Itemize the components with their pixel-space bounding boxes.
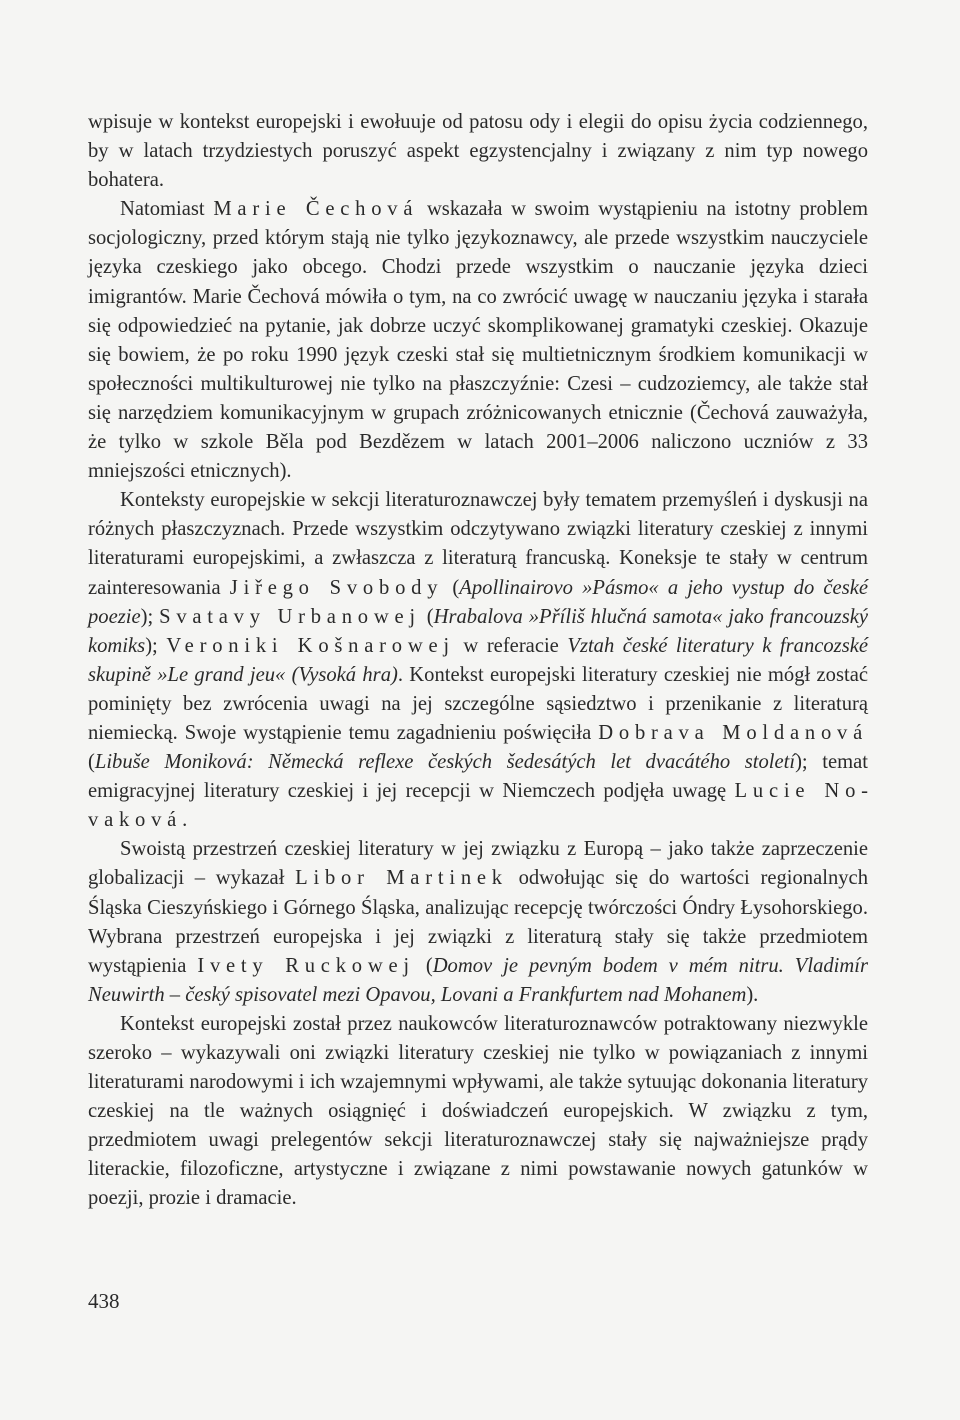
paragraph-5-text: Kontekst europejski został przez naukowców literaturoznawców potraktowany niezwykle szeroko – wykazywali oni związki literatury czeskiej nie tylko w powiązaniach z innymi literaturami narodowymi i ich wzajemnymi wpływami, ale także sytuując dokonania literatury czeskiej na tle ważnych osiągnięć i doświadczeń europejskich. W związku z tym, przedmiotem uwagi prelegentów sekcji literaturoznawczej stały się najważniejsze prądy literackie, filozoficzne, artystyczne i związane z nimi powstawanie nowych gatunków w poezji, prozie i dramacie. [88, 1012, 868, 1210]
paper-title-neuwirth: Domov je pevným bodem v mém nitru. Vladimír Neuwirth – český spisovatel mezi Opavou, Lovani a Frankfurtem nad Mohanem [88, 954, 868, 1006]
paragraph-3-text-f: w referacie [454, 634, 568, 657]
paragraph-3 [88, 486, 868, 835]
paper-title-hrabal: Hrabalova »Příliš hlučná samota« jako francouzský komiks [88, 605, 868, 657]
paragraph-4-text-a: Swoistą przestrzeń czeskiej literatury w jej związku z Europą – jako także zaprzeczenie globalizacji – wykazał [88, 838, 868, 890]
paper-title-grand-jeu: Vztah české literatury k francozské skupině »Le grand jeu« (Vysoká hra) [88, 634, 868, 686]
author-name-urbanowa: Svatavy Urbanowej [159, 605, 421, 628]
author-name-novakova: Lucie Novaková [88, 780, 868, 832]
paper-title-apollinaire: Apollinairovo »Pásmo« a jeho vystup do české poezie [88, 576, 868, 628]
paragraph-3-text-i: ); temat emigracyjnej literatury czeskiej i jej recepcji w Niemczech podjęła uwagę [88, 751, 868, 803]
author-name-svoboda: Jiřego Svobody [229, 576, 444, 599]
paragraph-3-text-g: . Kontekst europejski literatury czeskiej nie mógł zostać pominięty bez zwrócenia uwagi na jej szczególne sąsiedztwo i przenikanie z literaturą niemiecką. Swoje wystąpienie temu zagadnieniu poświęciła [88, 663, 868, 744]
page-number: 438 [88, 1289, 120, 1313]
author-name-moldanova: Dobrava Moldanová [598, 721, 868, 744]
paper-title-monikova: Libuše Moniková: Německá reflexe českých šedesátých let dvacátého století [94, 751, 796, 774]
author-name-kosnarowa: Veroniki Košnarowej [166, 634, 455, 657]
paragraph-1-text: wpisuje w kontekst europejski i ewołuuje od patosu ody i elegii do opisu życia codziennego, by w latach trzydziestych poruszyć aspekt egzystencjalny i związany z nim typ nowego bohatera. [88, 111, 868, 192]
paragraph-2-text-a: Natomiast [120, 198, 214, 221]
author-name-martinek: Libor Martinek [295, 867, 508, 890]
author-name-cechova: Marie Čechová [213, 198, 419, 221]
paragraph-3-text-d: ( [420, 605, 434, 628]
paragraph-4-text-d: ). [746, 983, 759, 1006]
paragraph-2-text-b: wskazała w swoim wystąpieniu na istotny problem socjologiczny, przed którym stają nie tylko językoznawcy, ale przede wszystkim nauczyciele języka czeskiego jako obcego. Chodzi przede wszystkim o nauczanie języka dzieci imigrantów. Marie Čechová mówiła o tym, na co zwrócić uwagę w nauczaniu języka i starała się odpowiedzieć na pytanie, jak dobrze uczyć skomplikowanej gramatyki czeskiej. Okazuje się bowiem, że po roku 1990 język czeski stał się multietnicznym środkiem komunikacji w społeczności multikulturowej nie tylko na płaszczyźnie: Czesi – cudzoziemcy, ale także stał się narzędziem komunikacyjnym w grupach zróżnicowanych etnicznie (Čechová zauważyła, że tylko w szkole Běla pod Bezdězem w latach 2001–2006 naliczono uczniów z 33 mniejszości etnicznych). [88, 198, 868, 483]
paragraph-2 [88, 195, 868, 486]
paragraph-3-text-h: ( [88, 751, 95, 774]
paragraph-3-text-a: Konteksty europejskie w sekcji literaturoznawczej były tematem przemyśleń i dyskusji na różnych płaszczyznach. Przede wszystkim odczytywano związki literatury czeskiej z innymi literaturami europejskimi, a zwłaszcza z literaturą francuską. Koneksje te stały w centrum zainteresowania [88, 489, 868, 599]
author-name-ruckowa: Ivety Ruckowej [197, 954, 415, 977]
paragraph-3-text-c: ); [140, 605, 160, 628]
paragraph-4 [88, 835, 868, 1010]
paragraph-5 [88, 1010, 868, 1214]
paragraph-3-text-j: . [182, 809, 188, 832]
paragraph-4-text-c: ( [414, 954, 433, 977]
paragraph-4-text-b: odwołując się do wartości regionalnych Śląska Cieszyńskiego i Górnego Śląska, analizując recepcję twórczości Óndry Łysohorskiego. Wybrana przestrzeń europejska i jej związki z literaturą stały się także przedmiotem wystąpienia [88, 867, 868, 977]
body-text [88, 108, 868, 1214]
paragraph-3-text-b: ( [443, 576, 460, 599]
paragraph-3-text-e: ); [145, 634, 167, 657]
paragraph-1 [88, 108, 868, 195]
